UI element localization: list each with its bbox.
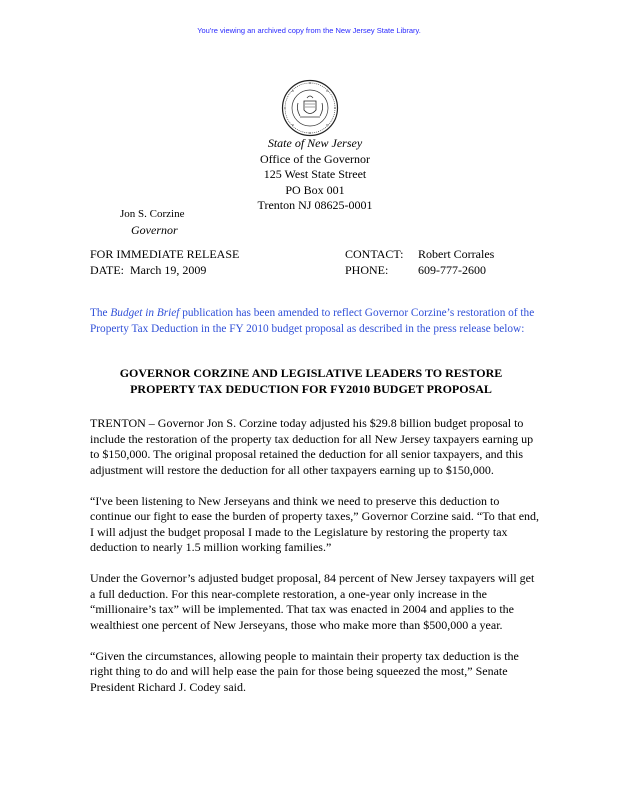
release-info: [90, 247, 239, 278]
office-name: Office of the Governor: [259, 151, 371, 166]
budget-in-brief-title: Budget in Brief: [110, 307, 180, 319]
release-type: FOR IMMEDIATE RELEASE: [90, 247, 240, 261]
press-release-headline: [90, 366, 532, 397]
notice-text-end: publication has been amended to reflect Governor Corzine’s restoration of the Property Tax Deduction in the FY 2010 budget proposal as described in the press release below:: [90, 307, 535, 335]
po-box: PO Box 001: [285, 182, 345, 197]
state-seal-icon: [281, 79, 339, 137]
body-paragraph: TRENTON – Governor Jon S. Corzine today adjusted his $29.8 billion budget proposal to include the restoration of the property tax deduction for all New Jersey taxpayers earning up to $150,000. The original proposal retained the deduction for all senior taxpayers, and this adjustment will restore the deduction for all other taxpayers earning up to $150,000.: [90, 416, 534, 477]
body-paragraph: Under the Governor’s adjusted budget proposal, 84 percent of New Jersey taxpayers will get a full deduction. For this near-complete restoration, a one-year only increase in the “millionaire’s tax” will be implemented. That tax was enacted in 2004 and applies to the wealthiest one percent of New Jerseyans, those who make more than $500,000 a year.: [90, 571, 535, 632]
amendment-notice: [90, 305, 542, 337]
phone-label: PHONE:: [345, 262, 389, 277]
body-paragraph: “Given the circumstances, allowing people to maintain their property tax deduction is the right thing to do and will help ease the pain for those being squeezed the most,” Senate President Richard J. Codey said.: [90, 648, 519, 694]
release-date: March 19, 2009: [130, 262, 207, 277]
press-release-body: [90, 416, 540, 711]
body-paragraph: “I've been listening to New Jerseyans and think we need to preserve this deduction to continue our fight to ease the burden of property taxes,” Governor Corzine said. “To that end, I will adjust the budget proposal I made to the Legislature by restoring the property tax deduction to nearly 1.5 million working families.”: [90, 493, 540, 554]
contact-info: [345, 247, 494, 278]
street-address: 125 West State Street: [263, 167, 367, 181]
city-address: Trenton NJ 08625-0001: [257, 198, 373, 212]
governor-name: Jon S. Corzine: [120, 208, 185, 220]
contact-phone: 609-777-2600: [418, 262, 486, 277]
state-name: State of New Jersey: [267, 136, 363, 150]
notice-text-start: The: [90, 307, 111, 319]
governor-title: Governor: [131, 222, 178, 237]
contact-name: Robert Corrales: [418, 247, 495, 261]
letterhead: [190, 136, 440, 214]
contact-label: CONTACT:: [345, 247, 404, 261]
archive-banner: You're viewing an archived copy from the New Jersey State Library.: [197, 26, 421, 35]
governor-block: [120, 207, 184, 238]
release-date-line: [90, 263, 239, 279]
headline-line-2: PROPERTY TAX DEDUCTION FOR FY2010 BUDGET PROPOSAL: [130, 381, 492, 396]
headline-line-1: GOVERNOR CORZINE AND LEGISLATIVE LEADERS TO RESTORE: [119, 366, 503, 380]
date-label: DATE:: [90, 262, 124, 277]
